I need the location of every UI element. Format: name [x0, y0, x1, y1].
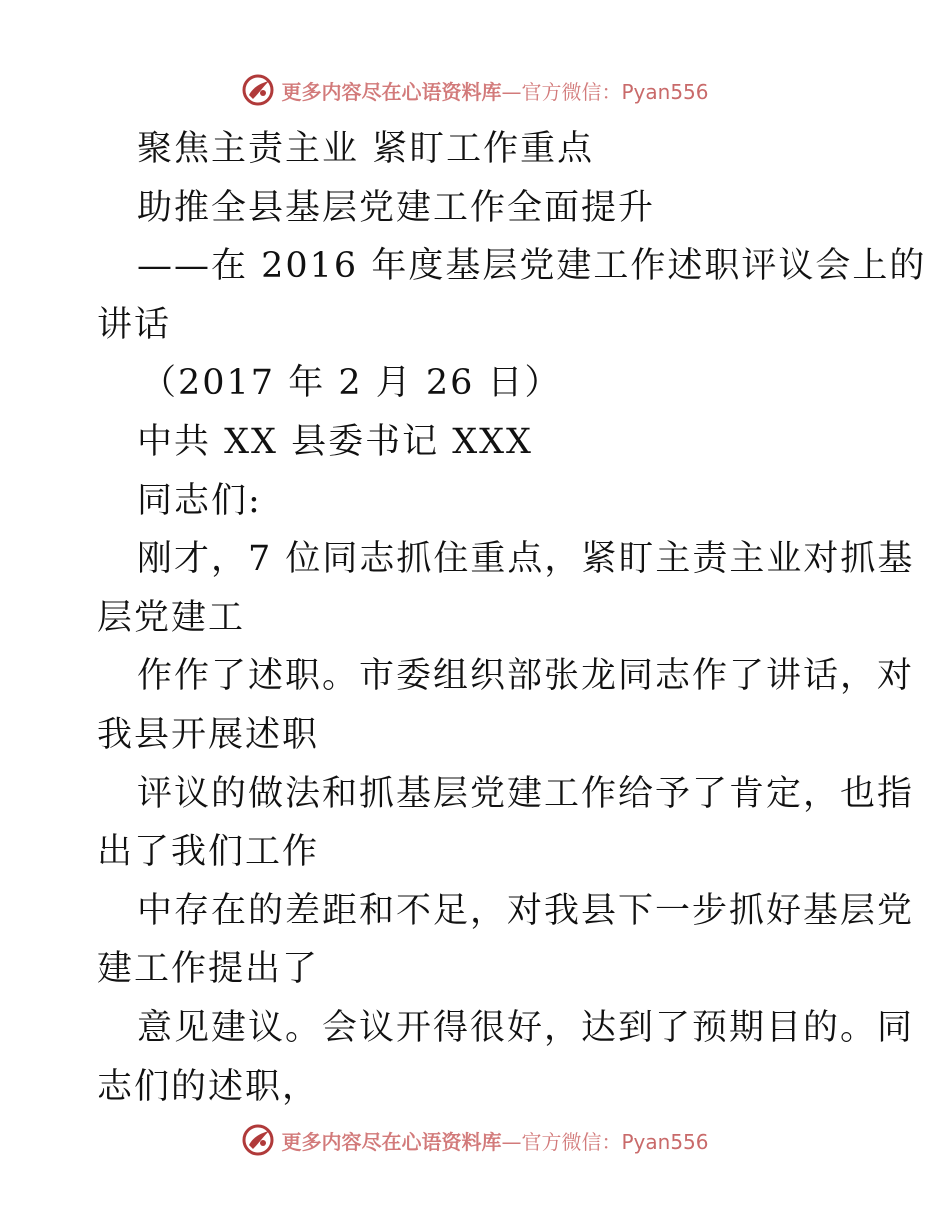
watermark-wechat-label: 官方微信： — [521, 79, 622, 104]
author-line: 中共 XX 县委书记 XXX — [137, 421, 533, 462]
brush-logo-icon — [241, 1123, 275, 1157]
paragraph-line: 建工作提出了 — [97, 949, 320, 990]
paragraph-line: 志们的述职， — [97, 1066, 320, 1107]
watermark-wechat-label: 官方微信： — [521, 1129, 622, 1154]
paragraph-line: 我县开展述职 — [97, 714, 320, 755]
paragraph-line: 作作了述职。市委组织部张龙同志作了讲话，对 — [137, 656, 915, 697]
watermark-wechat-id: Pyan556 — [621, 79, 709, 104]
document-body — [97, 120, 927, 1116]
subtitle-line: ——在 2016 年度基层党建工作述职评议会上的 — [137, 246, 927, 287]
watermark-site-name: 更多内容尽在心语资料库 — [281, 79, 502, 104]
date-line: （2017 年 2 月 26 日） — [141, 363, 562, 404]
paragraph-line: 刚才，7 位同志抓住重点，紧盯主责主业对抓基 — [137, 539, 915, 580]
title-line-2: 助推全县基层党建工作全面提升 — [137, 187, 656, 228]
subtitle-line-cont: 讲话 — [97, 304, 172, 345]
salutation: 同志们: — [137, 480, 262, 521]
watermark-dash: — — [501, 79, 522, 104]
watermark-wechat-id: Pyan556 — [621, 1129, 709, 1154]
paragraph-line: 出了我们工作 — [97, 832, 320, 873]
watermark-dash: — — [501, 1129, 522, 1154]
paragraph-line: 层党建工 — [97, 597, 246, 638]
watermark-text — [281, 1126, 708, 1155]
paragraph-line: 中存在的差距和不足，对我县下一步抓好基层党 — [137, 890, 915, 931]
title-line-1: 聚焦主责主业 紧盯工作重点 — [137, 129, 595, 169]
watermark-site-name: 更多内容尽在心语资料库 — [281, 1129, 502, 1154]
header-watermark — [0, 70, 950, 110]
paragraph-line: 意见建议。会议开得很好，达到了预期目的。同 — [137, 1007, 915, 1048]
footer-watermark — [0, 1120, 950, 1160]
brush-logo-icon — [241, 73, 275, 107]
watermark-text — [281, 76, 708, 105]
paragraph-line: 评议的做法和抓基层党建工作给予了肯定，也指 — [137, 773, 915, 814]
